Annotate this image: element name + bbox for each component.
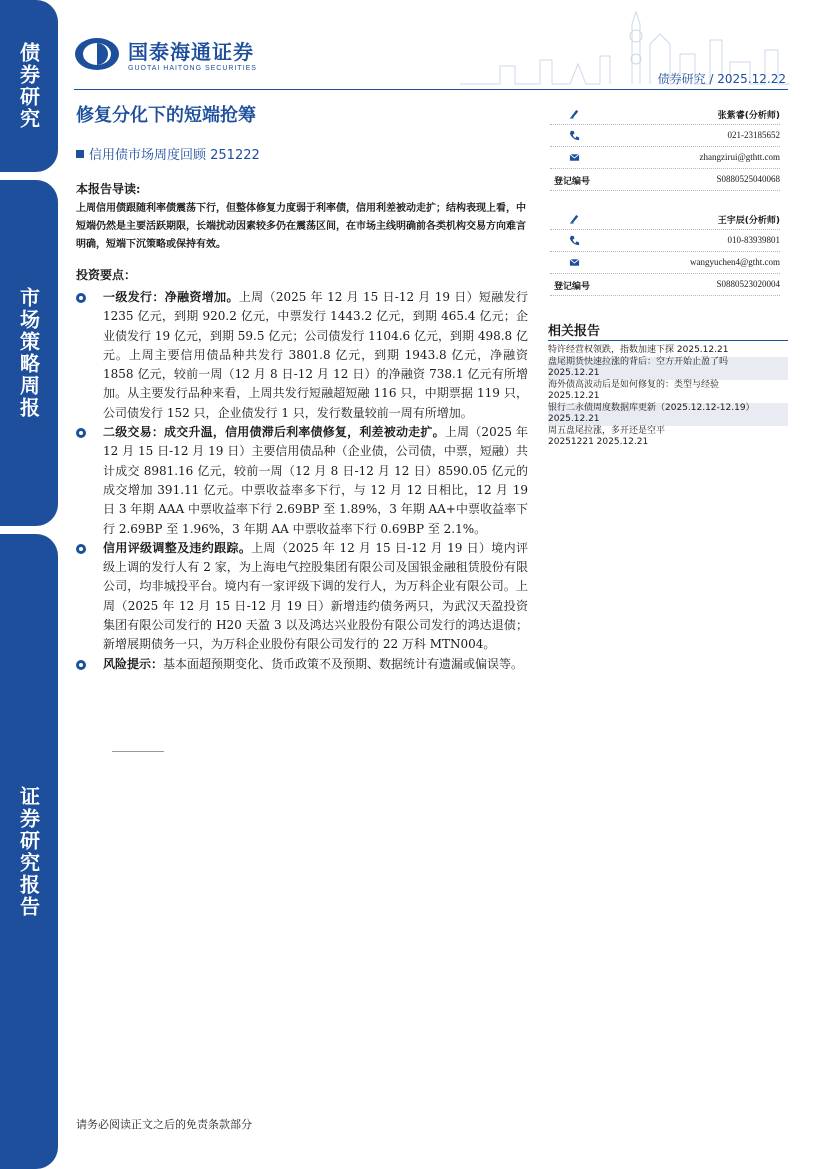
related-report-title[interactable]: 周五盘尾拉涨，多开还是空平 — [548, 425, 666, 436]
point-text: 基本面超预期变化、货币政策不及预期、数据统计有遗漏或偏误等。 — [163, 656, 524, 671]
logo-en-text: GUOTAI HAITONG SECURITIES — [128, 65, 257, 72]
related-reports-heading: 相关报告 — [548, 324, 601, 339]
company-logo — [74, 36, 257, 72]
related-report-item[interactable] — [548, 345, 788, 357]
reg-label: 登记编号 — [554, 177, 591, 187]
analyst-name: 张紫睿(分析师) — [717, 111, 780, 121]
report-category-date: 债券研究 / 2025.12.22 — [657, 72, 786, 86]
related-report-item[interactable] — [548, 426, 788, 449]
disclaimer-footer: 请务必阅读正文之后的免责条款部分 — [76, 1118, 252, 1131]
point-text: 上周（2025 年 12 月 15 日-12 月 19 日）境内评级上调的发行人有 2 家，为上海电气控股集团有限公司及国银金融租赁股份有限公司，均非城投平台。境内有一家评级下调的发行人，为万科企业有限公司。上周（2025 年 12 月 15 日-12 月 19 日）新增违约债务两只，为武汉天盈投资集团有限公司发行的 H20 天盈 3 以及鸿达兴业股份有限公司发行的鸿达退债；新增展期债务一只，为万科企业股份有限公司发行的 22 万科 MTN004。 — [103, 540, 528, 652]
divider-stub — [112, 751, 164, 752]
analyst-phone: 010-83939801 — [727, 235, 780, 245]
investment-points — [76, 288, 528, 674]
analyst-email[interactable]: zhangzirui@gthtt.com — [699, 152, 780, 162]
analyst-card-2 — [550, 208, 780, 296]
side-tab-securities-report — [0, 534, 58, 1169]
phone-icon — [569, 130, 580, 141]
guide-body: 上周信用债跟随利率债震荡下行，但整体修复力度弱于利率债，信用利差被动走扩；结构表现上看，中短端仍然是主要活跃期限，长端扰动因素较多仍在震荡区间，在市场主线明确前各类机构交易方向难言明确，短端下沉策略或保持有效。 — [76, 203, 526, 250]
related-report-date: 2025.12.21 — [548, 391, 600, 401]
analyst-reg-row — [550, 169, 780, 191]
analyst-name-row — [550, 103, 780, 125]
analyst-name: 王宇辰(分析师) — [717, 216, 780, 226]
analyst-email[interactable]: wangyuchen4@gtht.com — [689, 257, 780, 267]
related-report-title[interactable]: 银行二永债周度数据库更新（2025.12.12-12.19） — [548, 402, 755, 413]
phone-icon — [569, 235, 580, 246]
analyst-email-row — [550, 252, 780, 274]
reg-number: S0880523020004 — [716, 279, 780, 289]
point-lead: 二级交易：成交升温，信用债滞后利率债修复，利差被动走扩。 — [103, 425, 445, 440]
point-text: 上周（2025 年 12 月 15 日-12 月 19 日）主要信用债品种（企业债，公司债，中票，短融）共计成交 8981.16 亿元，较前一周（12 月 8 日-12 月 12 日）8590.05 亿元的成交增加 391.11 亿元。中票收益率多下行，与 12 月 12 日相比，12 月 19 日 3 年期 AAA 中票收益率下行 2.69BP 至 1.89%，3 年期 AA+中票收益率下行 2.69BP 至 1.96%，3 年期 AA 中票收益率下行 0.69BP 至 2.1%。 — [103, 425, 528, 536]
related-report-date: 2025.12.21 — [548, 414, 600, 424]
side-tab-market-weekly — [0, 180, 58, 526]
square-bullet-icon — [76, 150, 84, 158]
email-icon — [569, 257, 580, 268]
analyst-card-1 — [550, 103, 780, 191]
related-report-item[interactable] — [548, 380, 788, 403]
related-report-title[interactable]: 盘尾期货快速拉涨的背后：空方开始止盈了吗 — [548, 356, 729, 367]
point-risk-warning — [76, 655, 528, 674]
analyst-phone-row — [550, 125, 780, 147]
reg-label: 登记编号 — [554, 282, 591, 292]
side-tab-label: 证券研究报告 — [16, 785, 41, 918]
related-report-title[interactable]: 特许经营权领跌，指数加速下探 — [548, 345, 675, 355]
report-title: 修复分化下的短端抢筹 — [76, 105, 256, 126]
email-icon — [569, 152, 580, 163]
related-report-date: 2025.12.21 — [676, 345, 729, 355]
header-divider — [74, 89, 788, 90]
related-report-date: 20251221 2025.12.21 — [548, 437, 649, 447]
point-text: 上周（2025 年 12 月 15 日-12 月 19 日）短融发行 1235 亿元，到期 920.2 亿元，中票发行 1443.2 亿元，到期 465.4 亿元；企业债发行 19 亿元，到期 59.5 亿元；公司债发行 1104.6 亿元，到期 498.8 亿元。上周主要信用债品种共发行 3801.8 亿元，到期 1943.8 亿元，净融资 1858 亿元，较前一周（12 月 8 日-12 月 12 日）的净融资 738.1 亿元有所增加。从主要发行品种来看，上周共发行短融超短融 116 只，中期票据 119 只，公司债发行 152 只，企业债发行 1 只，发行数量较前一周有所增加。 — [103, 290, 528, 420]
circle-bullet-icon — [76, 660, 86, 670]
analyst-phone-row — [550, 230, 780, 252]
point-lead: 一级发行：净融资增加。 — [103, 290, 239, 304]
point-lead: 风险提示： — [103, 656, 164, 671]
side-tab-bond-research — [0, 0, 58, 172]
related-report-date: 2025.12.21 — [548, 368, 600, 378]
related-report-item[interactable] — [548, 357, 788, 380]
reg-number: S0880525040068 — [716, 174, 780, 184]
analyst-reg-row — [550, 274, 780, 296]
point-secondary-trading — [76, 423, 528, 539]
report-subtitle — [76, 144, 260, 163]
point-lead: 信用评级调整及违约跟踪。 — [103, 540, 252, 555]
circle-bullet-icon — [76, 293, 86, 303]
report-subtitle-text: 信用债市场周度回顾 251222 — [89, 148, 260, 163]
point-primary-issuance — [76, 288, 528, 423]
analyst-name-row — [550, 208, 780, 230]
related-report-title[interactable]: 海外债高波动后是如何修复的：类型与经验 — [548, 379, 720, 390]
guide-heading: 本报告导读: — [76, 182, 141, 196]
related-report-item[interactable] — [548, 403, 788, 426]
related-reports-list — [548, 345, 788, 449]
pen-icon — [569, 213, 580, 224]
analyst-phone: 021-23185652 — [727, 130, 780, 140]
analyst-email-row — [550, 147, 780, 169]
circle-bullet-icon — [76, 544, 86, 554]
related-reports-divider — [548, 340, 788, 341]
side-tab-label: 债券研究 — [16, 42, 41, 130]
side-tab-label: 市场策略周报 — [16, 287, 41, 419]
circle-bullet-icon — [76, 428, 86, 438]
pen-icon — [569, 108, 580, 119]
logo-cn-text: 国泰海通证券 — [128, 40, 254, 64]
points-heading: 投资要点： — [76, 268, 137, 282]
logo-mark-icon — [74, 37, 120, 71]
point-rating-default — [76, 539, 528, 655]
